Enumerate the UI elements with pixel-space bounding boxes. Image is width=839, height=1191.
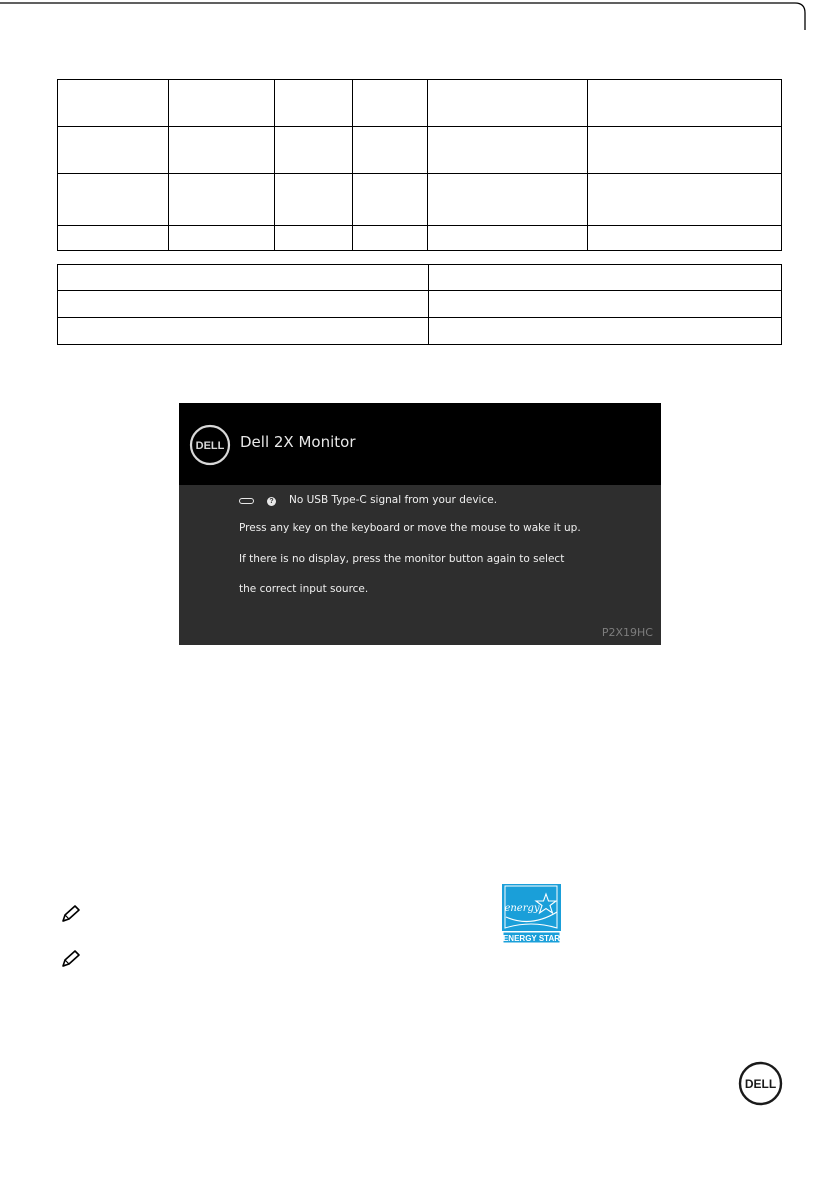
table-cell — [588, 80, 782, 127]
table-cell — [353, 80, 428, 127]
table-row — [58, 174, 782, 226]
table-cell — [588, 127, 782, 174]
table-cell — [58, 226, 169, 251]
table-cell — [58, 265, 429, 291]
table-cell — [58, 127, 169, 174]
table-cell — [429, 291, 782, 318]
dell-footer-logo-text: DELL — [744, 1077, 777, 1091]
table-row — [58, 226, 782, 251]
table-cell — [275, 174, 353, 226]
table-row — [58, 291, 782, 318]
table-cell — [588, 174, 782, 226]
page-corner-mark — [0, 2, 839, 32]
table-cell — [169, 127, 275, 174]
dell-logo-text: DELL — [195, 440, 225, 452]
table-cell — [428, 226, 588, 251]
table-cell — [428, 127, 588, 174]
table-cell — [58, 291, 429, 318]
pencil-note-icon — [60, 904, 82, 924]
table-row — [58, 318, 782, 345]
table-row — [58, 265, 782, 291]
osd-title: Dell 2X Monitor — [240, 433, 356, 451]
table-cell — [428, 174, 588, 226]
osd-dialog — [179, 403, 661, 645]
osd-message-line: Press any key on the keyboard or move the mouse to wake it up. — [239, 522, 581, 534]
pencil-note-icon — [60, 949, 82, 969]
table-cell — [58, 80, 169, 127]
table-cell — [353, 174, 428, 226]
osd-header — [179, 403, 661, 485]
table-cell — [429, 265, 782, 291]
usb-c-icon — [239, 498, 254, 504]
table-cell — [275, 80, 353, 127]
spec-table-top — [57, 79, 782, 251]
table-row — [58, 80, 782, 127]
spec-table-bottom — [57, 264, 782, 345]
dell-logo-icon — [189, 424, 231, 466]
table-cell — [58, 318, 429, 345]
energy-star-script: energy — [504, 903, 540, 914]
question-icon: ? — [267, 497, 276, 506]
dell-footer-logo-icon — [738, 1061, 783, 1106]
table-cell — [428, 80, 588, 127]
energy-star-label: ENERGY STAR — [502, 934, 561, 943]
osd-model-label: P2X19HC — [601, 626, 653, 639]
osd-message-line: If there is no display, press the monitor button again to select — [239, 553, 565, 565]
table-cell — [275, 226, 353, 251]
energy-star-logo-icon — [502, 884, 561, 944]
table-cell — [588, 226, 782, 251]
table-cell — [275, 127, 353, 174]
osd-message-line: the correct input source. — [239, 583, 369, 595]
table-row — [58, 127, 782, 174]
table-cell — [58, 174, 169, 226]
table-cell — [169, 80, 275, 127]
table-cell — [353, 127, 428, 174]
table-cell — [353, 226, 428, 251]
table-cell — [169, 174, 275, 226]
table-cell — [429, 318, 782, 345]
table-cell — [169, 226, 275, 251]
osd-message-line: No USB Type-C signal from your device. — [289, 494, 498, 506]
